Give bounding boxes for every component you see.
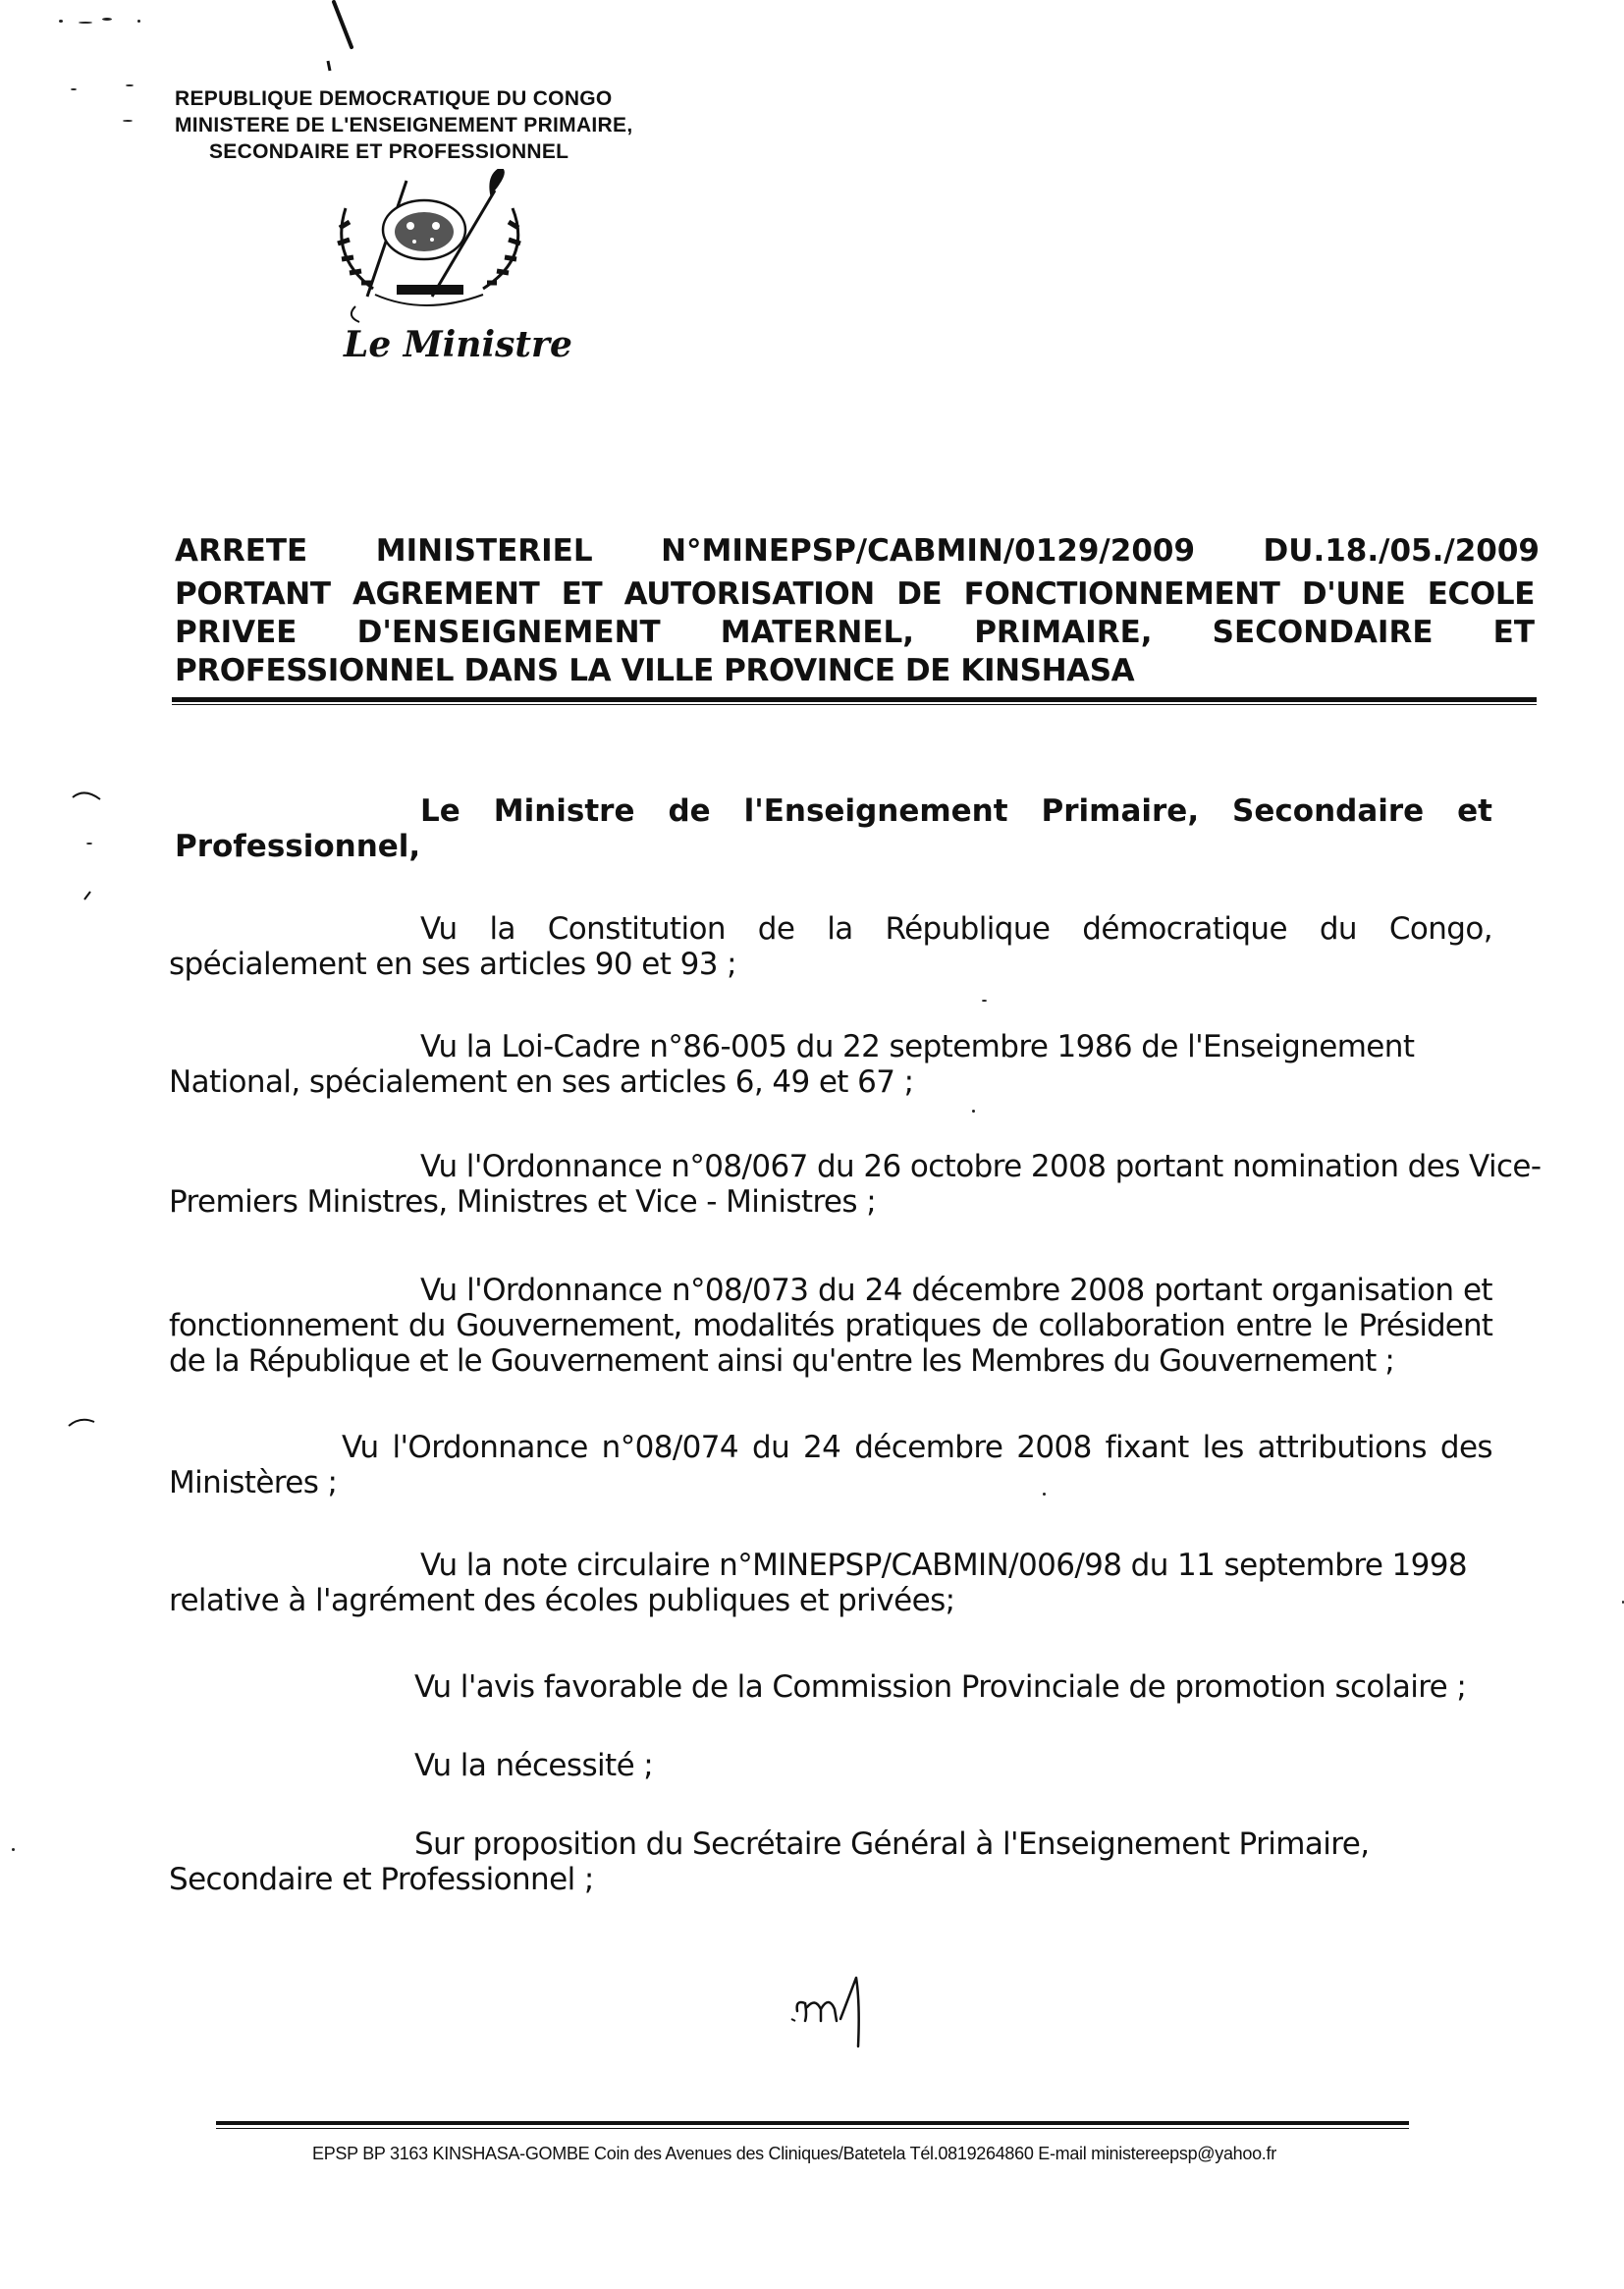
decree-word: ARRETE [175,533,308,569]
decree-title-line3 [175,616,1535,649]
title-underline-thin [172,704,1537,705]
para-note-circulaire-line2: relative à l'agrément des écoles publiques et privées; [169,1583,955,1618]
margin-mark [71,786,120,903]
margin-mark [67,1414,106,1434]
decree-title-line2: PORTANT AGREMENT ET AUTORISATION DE FONCTIONNEMENT D'UNE ECOLE [175,576,1535,612]
title-underline [172,697,1537,702]
para-loi-cadre-line1: Vu la Loi-Cadre n°86-005 du 22 septembre 1986 de l'Enseignement [420,1029,1415,1064]
para-ordonnance-073-line3: de la République et le Gouvernement ainsi qu'entre les Membres du Gouvernement ; [169,1343,1394,1379]
scan-speck [12,1848,15,1851]
para-loi-cadre-line2: National, spécialement en ses articles 6, 49 et 67 ; [169,1064,914,1100]
scan-speck [102,18,112,21]
para-constitution-line1: Vu la Constitution de la République démocratique du Congo, [420,911,1492,947]
decree-word: ET [1492,615,1535,650]
para-ordonnance-067-line2: Premiers Ministres, Ministres et Vice - Ministres ; [169,1184,877,1220]
decree-word: D'ENSEIGNEMENT [356,615,661,650]
para-constitution-line2: spécialement en ses articles 90 et 93 ; [169,947,736,982]
scan-speck [972,1110,975,1113]
decree-title-line1 [175,534,1540,568]
scan-speck [126,84,134,86]
decree-word: PRIMAIRE, [974,615,1153,650]
intro-text: Le Ministre de l'Enseignement Primaire, Secondaire et [420,793,1492,829]
decree-title-line4: PROFESSIONNEL DANS LA VILLE PROVINCE DE KINSHASA [175,653,1135,688]
footer-rule-thin [216,2128,1409,2129]
decree-reference: N°MINEPSP/CABMIN/0129/2009 [661,533,1196,569]
para-proposition-line2: Secondaire et Professionnel ; [169,1862,594,1897]
decree-word: SECONDAIRE [1212,615,1434,650]
para-ordonnance-074-line1: Vu l'Ordonnance n°08/074 du 24 décembre 2008 fixant les attributions des [342,1430,1492,1465]
para-ordonnance-074-line2: Ministères ; [169,1465,338,1500]
para-ordonnance-067-line1: Vu l'Ordonnance n°08/067 du 26 octobre 2008 portant nomination des Vice- [420,1149,1542,1184]
para-necessite: Vu la nécessité ; [414,1748,654,1783]
decree-word: PRIVEE [175,615,298,650]
decree-word: MATERNEL, [720,615,915,650]
scan-speck [71,88,77,90]
footer-contact: EPSP BP 3163 KINSHASA-GOMBE Coin des Avenues des Cliniques/Batetela Tél.0819264860 E-mail ministereepsp@yahoo.fr [312,2144,1276,2163]
pen-mark [314,0,373,79]
scan-speck [137,20,140,23]
handwritten-initials [785,1964,893,2052]
para-avis-favorable: Vu l'avis favorable de la Commission Provinciale de promotion scolaire ; [414,1669,1467,1705]
scan-speck [982,1000,987,1002]
coat-of-arms-emblem [316,169,542,331]
footer-rule [216,2121,1409,2125]
decree-word: MINISTERIEL [375,533,593,569]
scan-speck [123,120,133,122]
para-note-circulaire-line1: Vu la note circulaire n°MINEPSP/CABMIN/006/98 du 11 septembre 1998 [420,1548,1468,1583]
minister-signature-title: Le Ministre [344,324,572,365]
para-ordonnance-073-line1: Vu l'Ordonnance n°08/073 du 24 décembre 2008 portant organisation et [420,1273,1492,1308]
scan-speck [79,22,92,24]
scan-speck [59,20,63,23]
para-proposition-line1: Sur proposition du Secrétaire Général à l'Enseignement Primaire, [414,1826,1370,1862]
header-ministry-cont: SECONDAIRE ET PROFESSIONNEL [209,140,569,163]
intro-line1 [420,795,1492,828]
intro-line2: Professionnel, [175,829,421,864]
para-ordonnance-073-line2: fonctionnement du Gouvernement, modalités pratiques de collaboration entre le Président [169,1308,1492,1343]
header-republic: REPUBLIQUE DEMOCRATIQUE DU CONGO [175,87,613,110]
header-ministry: MINISTERE DE L'ENSEIGNEMENT PRIMAIRE, [175,114,633,136]
scan-speck [1043,1493,1046,1496]
decree-date: DU.18./05./2009 [1263,533,1540,569]
